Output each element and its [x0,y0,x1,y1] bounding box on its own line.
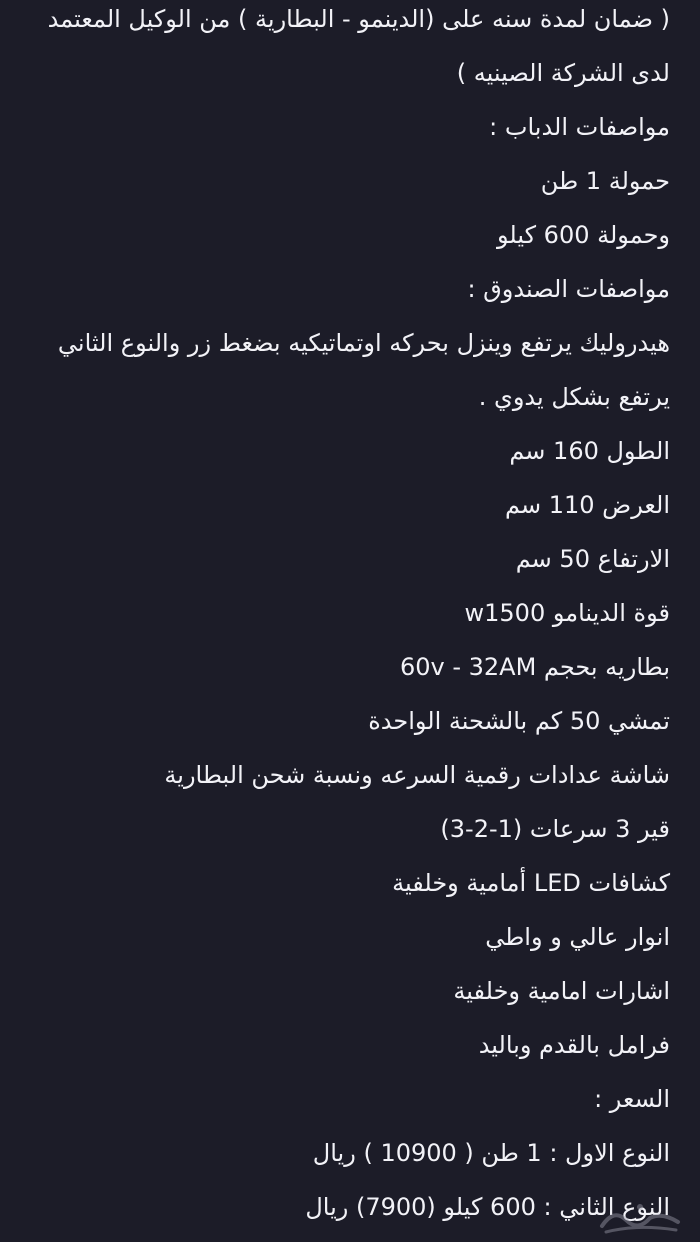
box-width: العرض 110 سم [505,491,670,519]
hydraulic-line-2: يرتفع بشكل يدوي . [478,383,670,411]
warranty-line-2: لدى الشركة الصينيه ) [456,59,670,87]
motor-power: قوة الدينامو w1500 [464,599,670,627]
load-capacity-600-kg: وحمولة 600 كيلو [497,221,670,249]
warranty-line-1: ( ضمان لمدة سنه على (الدينمو - البطارية ) من الوكيل المعتمد [47,5,670,33]
digital-display: شاشة عدادات رقمية السرعه ونسبة شحن البطارية [164,761,670,789]
box-length: الطول 160 سم [509,437,670,465]
box-specs-heading: مواصفات الصندوق : [467,275,670,303]
listing-description [30,0,670,1234]
haraj-watermark-logo [596,1198,686,1238]
gear-speeds: قير 3 سرعات (1-2-3) [440,815,670,843]
vehicle-specs-heading: مواصفات الدباب : [489,113,670,141]
brakes: فرامل بالقدم وباليد [478,1031,670,1059]
range-per-charge: تمشي 50 كم بالشحنة الواحدة [368,707,670,735]
load-capacity-1-ton: حمولة 1 طن [540,167,670,195]
price-heading: السعر : [594,1085,670,1113]
turn-signals: اشارات امامية وخلفية [453,977,670,1005]
led-lights: كشافات LED أمامية وخلفية [392,869,670,897]
price-type-2: النوع الثاني : 600 كيلو (7900) ريال [305,1193,670,1221]
box-height: الارتفاع 50 سم [515,545,670,573]
high-low-beams: انوار عالي و واطي [485,923,670,951]
price-type-1: النوع الاول : 1 طن ( 10900 ) ريال [312,1139,670,1167]
hydraulic-line-1: هيدروليك يرتفع وينزل بحركه اوتماتيكيه بضغط زر والنوع الثاني [57,329,670,357]
battery-size: بطاريه بحجم 60v - 32AM [399,653,670,681]
